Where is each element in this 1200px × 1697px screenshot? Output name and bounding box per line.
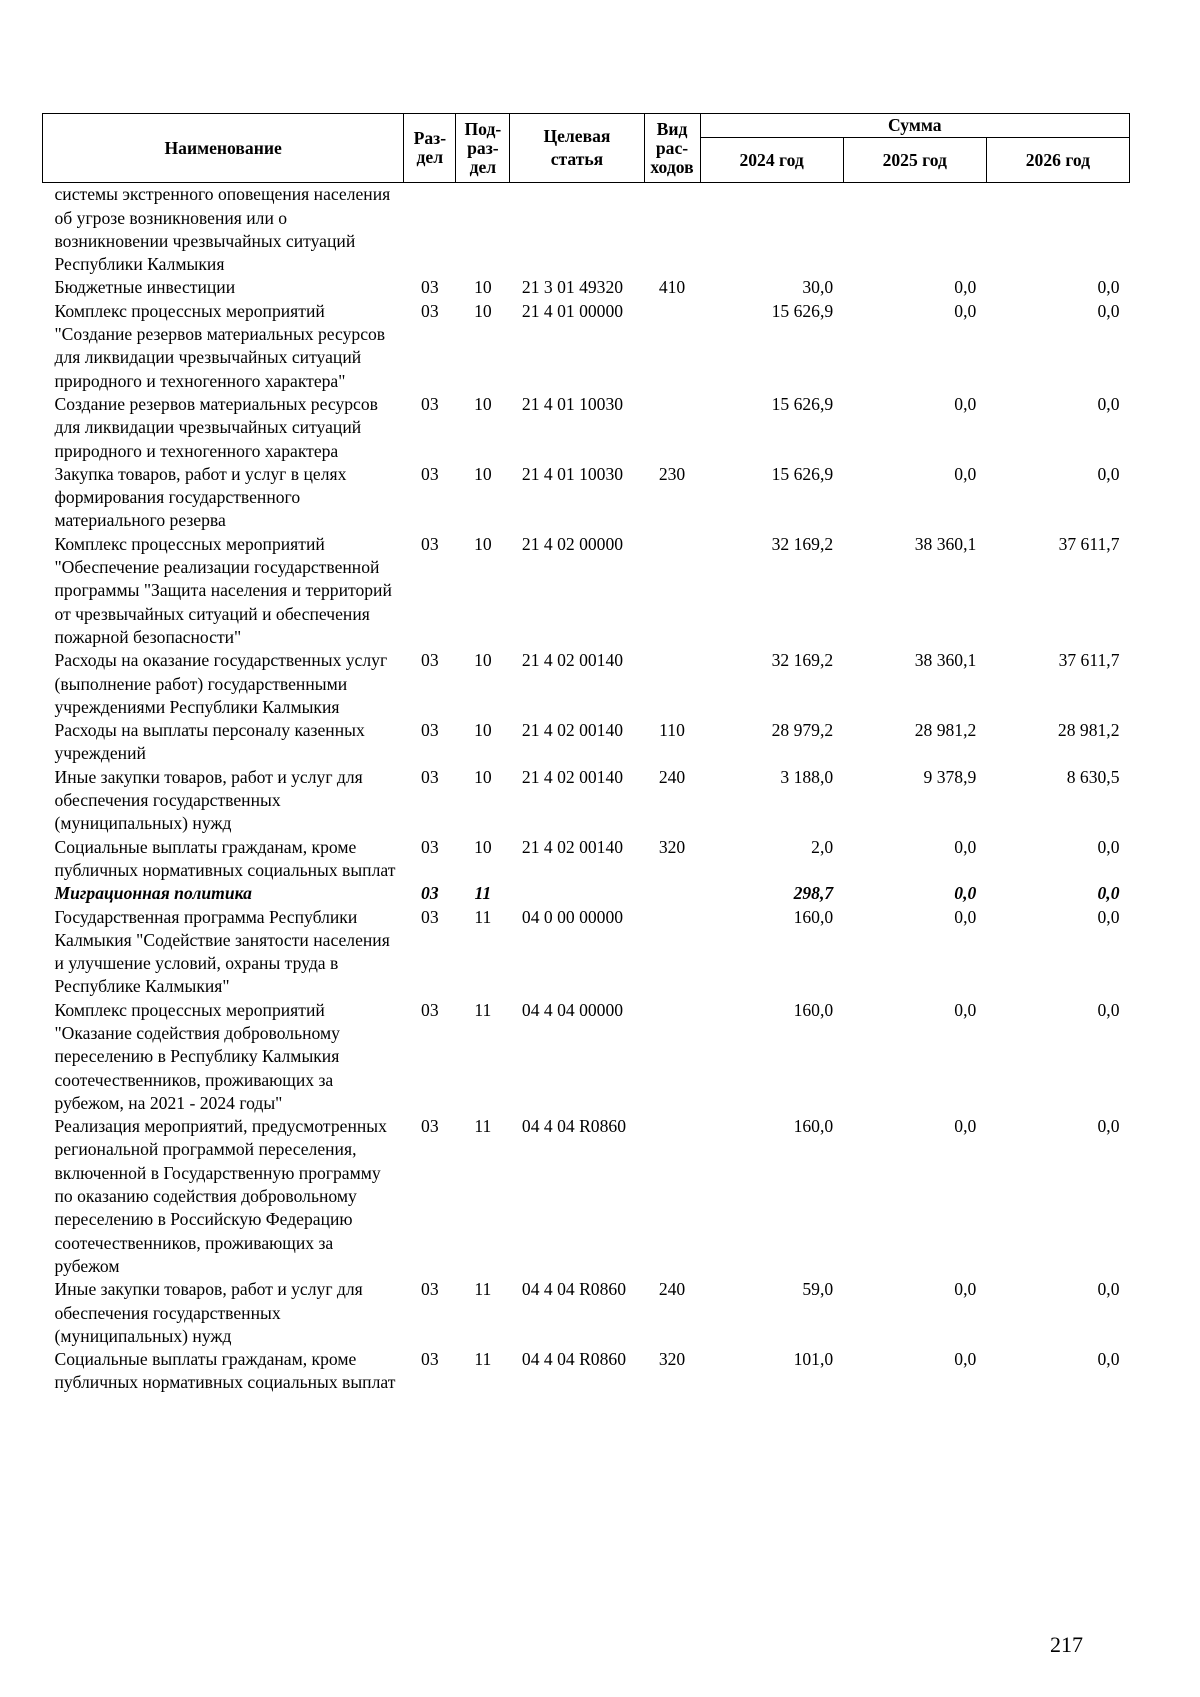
cell-podrazdel [456, 183, 510, 277]
cell-sum-2024: 160,0 [793, 1116, 834, 1137]
cell-podrazdel: 11 [474, 1349, 492, 1370]
cell-sum-2024: 15 626,9 [771, 463, 834, 484]
page-number: 217 [1050, 1632, 1083, 1657]
cell-celevaya-statya: 21 4 01 10030 [521, 393, 624, 414]
cell-sum-2024: 15 626,9 [771, 393, 834, 414]
cell-razdel: 03 [421, 277, 439, 298]
cell-sum-2024 [700, 183, 843, 277]
cell-sum-2025: 0,0 [954, 836, 977, 857]
cell-vid-rashodov: 320 [658, 1349, 686, 1370]
cell-celevaya-statya: 21 4 01 00000 [521, 300, 624, 321]
cell-podrazdel: 10 [474, 650, 492, 671]
cell-razdel: 03 [421, 1349, 439, 1370]
table-body [43, 183, 1130, 1395]
cell-razdel: 03 [421, 650, 439, 671]
table-header [43, 114, 1130, 183]
cell-podrazdel: 11 [474, 999, 492, 1020]
table-row [43, 1115, 1130, 1278]
cell-name: Реализация мероприятий, предусмотренных региональной программой переселения, включенной в Государственную программу по оказанию содействия добровольному переселению в Российскую Федерацию соотечественников, проживающих за рубежом [54, 1116, 387, 1276]
cell-vid-rashodov [644, 183, 700, 277]
cell-celevaya-statya: 21 4 02 00140 [521, 836, 624, 857]
table-row [43, 300, 1130, 393]
cell-sum-2026: 28 981,2 [1057, 720, 1120, 741]
cell-sum-2024: 298,7 [793, 883, 834, 904]
cell-podrazdel: 10 [474, 300, 492, 321]
cell-podrazdel: 10 [474, 836, 492, 857]
cell-sum-2025: 0,0 [954, 300, 977, 321]
cell-razdel: 03 [421, 906, 439, 927]
cell-vid-rashodov: 240 [658, 1279, 686, 1300]
cell-celevaya-statya: 21 4 02 00140 [521, 766, 624, 787]
table-row [43, 183, 1130, 277]
cell-vid-rashodov [644, 1115, 700, 1278]
cell-podrazdel: 10 [474, 393, 492, 414]
cell-sum-2024: 59,0 [802, 1279, 834, 1300]
cell-sum-2024: 32 169,2 [771, 533, 834, 554]
cell-razdel: 03 [421, 393, 439, 414]
table-row [43, 276, 1130, 299]
header-year-2025: 2025 год [843, 138, 986, 183]
cell-razdel: 03 [421, 766, 439, 787]
cell-name: Комплекс процессных мероприятий "Создание резервов материальных ресурсов для ликвидации чрезвычайных ситуаций природного и техногенного характера" [54, 300, 386, 391]
cell-sum-2024: 2,0 [811, 836, 834, 857]
cell-sum-2026: 0,0 [1097, 906, 1120, 927]
cell-razdel: 03 [421, 300, 439, 321]
cell-sum-2024: 160,0 [793, 999, 834, 1020]
cell-razdel: 03 [421, 883, 439, 904]
header-name: Наименование [43, 114, 404, 183]
cell-name: Расходы на оказание государственных услуг (выполнение работ) государственными учреждениями Республики Калмыкия [54, 650, 388, 717]
cell-celevaya-statya: 21 3 01 49320 [521, 277, 624, 298]
table-row [43, 533, 1130, 649]
cell-sum-2025: 0,0 [954, 1349, 977, 1370]
cell-sum-2026: 0,0 [1097, 300, 1120, 321]
cell-sum-2025: 0,0 [954, 999, 977, 1020]
cell-podrazdel: 11 [474, 883, 492, 904]
cell-sum-2024: 32 169,2 [771, 650, 834, 671]
cell-razdel: 03 [421, 836, 439, 857]
cell-celevaya-statya: 04 4 04 R0860 [521, 1279, 626, 1300]
cell-celevaya-statya: 21 4 02 00140 [521, 650, 624, 671]
cell-name: Комплекс процессных мероприятий "Обеспечение реализации государственной программы "Защита населения и территорий от чрезвычайных ситуаций и обеспечения пожарной безопасности" [54, 533, 392, 647]
cell-vid-rashodov [644, 533, 700, 649]
cell-sum-2025 [843, 183, 986, 277]
cell-sum-2024: 30,0 [802, 277, 834, 298]
cell-vid-rashodov [644, 906, 700, 999]
cell-sum-2026: 8 630,5 [1066, 766, 1120, 787]
cell-name: Расходы на выплаты персоналу казенных учреждений [54, 720, 365, 764]
cell-sum-2024: 15 626,9 [771, 300, 834, 321]
cell-sum-2025: 0,0 [954, 393, 977, 414]
table-row [43, 882, 1130, 905]
table-row [43, 999, 1130, 1115]
cell-podrazdel: 11 [474, 906, 492, 927]
cell-podrazdel: 11 [474, 1116, 492, 1137]
table-row [43, 393, 1130, 463]
header-celevaya-statya: Целевая статья [510, 114, 644, 183]
cell-name: Создание резервов материальных ресурсов для ликвидации чрезвычайных ситуаций природного и техногенного характера [54, 393, 378, 461]
cell-celevaya-statya: 21 4 01 10030 [521, 463, 624, 484]
cell-sum-2024: 28 979,2 [771, 720, 834, 741]
cell-name: Иные закупки товаров, работ и услуг для обеспечения государственных (муниципальных) нужд [54, 766, 363, 834]
cell-razdel: 03 [421, 1279, 439, 1300]
cell-sum-2024: 3 188,0 [780, 766, 834, 787]
cell-name: системы экстренного оповещения населения об угрозе возникновения или о возникновении чрезвычайных ситуаций Республики Калмыкия [54, 184, 391, 275]
cell-sum-2025: 0,0 [954, 1279, 977, 1300]
table-row [43, 836, 1130, 883]
cell-sum-2026: 0,0 [1097, 463, 1120, 484]
table-row [43, 463, 1130, 533]
cell-sum-2025: 0,0 [954, 277, 977, 298]
header-year-2026: 2026 год [986, 138, 1129, 183]
table-row [43, 1278, 1130, 1348]
cell-vid-rashodov [644, 999, 700, 1115]
cell-sum-2026: 0,0 [1097, 277, 1120, 298]
budget-table [42, 113, 1130, 1395]
cell-vid-rashodov [644, 649, 700, 719]
cell-name: Социальные выплаты гражданам, кроме публичных нормативных социальных выплат [54, 1349, 396, 1393]
cell-sum-2025: 38 360,1 [914, 533, 977, 554]
cell-razdel: 03 [421, 999, 439, 1020]
cell-sum-2025: 0,0 [954, 883, 977, 904]
cell-name: Социальные выплаты гражданам, кроме публичных нормативных социальных выплат [54, 836, 396, 880]
cell-name: Иные закупки товаров, работ и услуг для обеспечения государственных (муниципальных) нужд [54, 1279, 363, 1346]
cell-name: Миграционная политика [54, 883, 252, 904]
header-vid-rashodov: Вид рас- ходов [644, 114, 700, 183]
cell-celevaya-statya: 04 0 00 00000 [521, 906, 624, 927]
cell-podrazdel: 10 [474, 463, 492, 484]
table-row [43, 719, 1130, 766]
cell-podrazdel: 10 [474, 533, 492, 554]
cell-vid-rashodov: 240 [658, 766, 686, 787]
cell-sum-2025: 0,0 [954, 463, 977, 484]
table-row [43, 1348, 1130, 1395]
cell-name: Бюджетные инвестиции [54, 277, 236, 298]
cell-sum-2026: 37 611,7 [1058, 533, 1120, 554]
cell-vid-rashodov: 320 [658, 836, 686, 857]
cell-celevaya-statya: 04 4 04 R0860 [521, 1349, 626, 1370]
cell-sum-2025: 28 981,2 [914, 720, 977, 741]
cell-vid-rashodov [644, 882, 700, 905]
cell-celevaya-statya: 21 4 02 00140 [521, 720, 624, 741]
cell-podrazdel: 10 [474, 766, 492, 787]
cell-sum-2025: 9 378,9 [923, 766, 977, 787]
cell-razdel: 03 [421, 720, 439, 741]
cell-name: Комплекс процессных мероприятий "Оказание содействия добровольному переселению в Республику Калмыкия соотечественников, проживающих за рубежом, на 2021 - 2024 годы" [54, 999, 340, 1113]
cell-name: Закупка товаров, работ и услуг в целях формирования государственного материального резерва [54, 463, 347, 531]
header-podrazdel: Под- раз- дел [456, 114, 510, 183]
cell-sum-2025: 0,0 [954, 906, 977, 927]
cell-podrazdel: 10 [474, 720, 492, 741]
cell-sum-2026: 37 611,7 [1058, 650, 1120, 671]
cell-sum-2026: 0,0 [1097, 999, 1120, 1020]
cell-sum-2026: 0,0 [1097, 836, 1120, 857]
header-summa: Сумма [700, 114, 1129, 138]
header-year-2024: 2024 год [700, 138, 843, 183]
cell-celevaya-statya [510, 882, 644, 905]
cell-name: Государственная программа Республики Калмыкия "Содействие занятости населения и улучшение условий, охраны труда в Республике Калмыкия" [54, 906, 390, 997]
cell-razdel: 03 [421, 463, 439, 484]
cell-vid-rashodov [644, 300, 700, 393]
cell-sum-2026: 0,0 [1097, 1279, 1120, 1300]
cell-sum-2025: 0,0 [954, 1116, 977, 1137]
cell-vid-rashodov: 410 [658, 277, 686, 298]
cell-celevaya-statya: 04 4 04 00000 [521, 999, 624, 1020]
cell-vid-rashodov [644, 393, 700, 463]
cell-podrazdel: 10 [474, 277, 492, 298]
cell-razdel: 03 [421, 1116, 439, 1137]
cell-podrazdel: 11 [474, 1279, 492, 1300]
cell-sum-2026: 0,0 [1097, 1116, 1120, 1137]
table-row [43, 906, 1130, 999]
cell-razdel: 03 [421, 533, 439, 554]
cell-razdel [404, 183, 456, 277]
cell-sum-2026 [986, 183, 1129, 277]
cell-vid-rashodov: 110 [659, 720, 685, 741]
cell-sum-2025: 38 360,1 [914, 650, 977, 671]
table-row [43, 649, 1130, 719]
cell-sum-2026: 0,0 [1097, 883, 1120, 904]
cell-vid-rashodov: 230 [658, 463, 686, 484]
table-row [43, 766, 1130, 836]
cell-celevaya-statya: 04 4 04 R0860 [521, 1116, 626, 1137]
cell-sum-2026: 0,0 [1097, 393, 1120, 414]
cell-sum-2026: 0,0 [1097, 1349, 1120, 1370]
header-razdel: Раз- дел [404, 114, 456, 183]
cell-sum-2024: 101,0 [793, 1349, 834, 1370]
cell-celevaya-statya: 21 4 02 00000 [521, 533, 624, 554]
cell-sum-2024: 160,0 [793, 906, 834, 927]
cell-celevaya-statya [510, 183, 644, 277]
